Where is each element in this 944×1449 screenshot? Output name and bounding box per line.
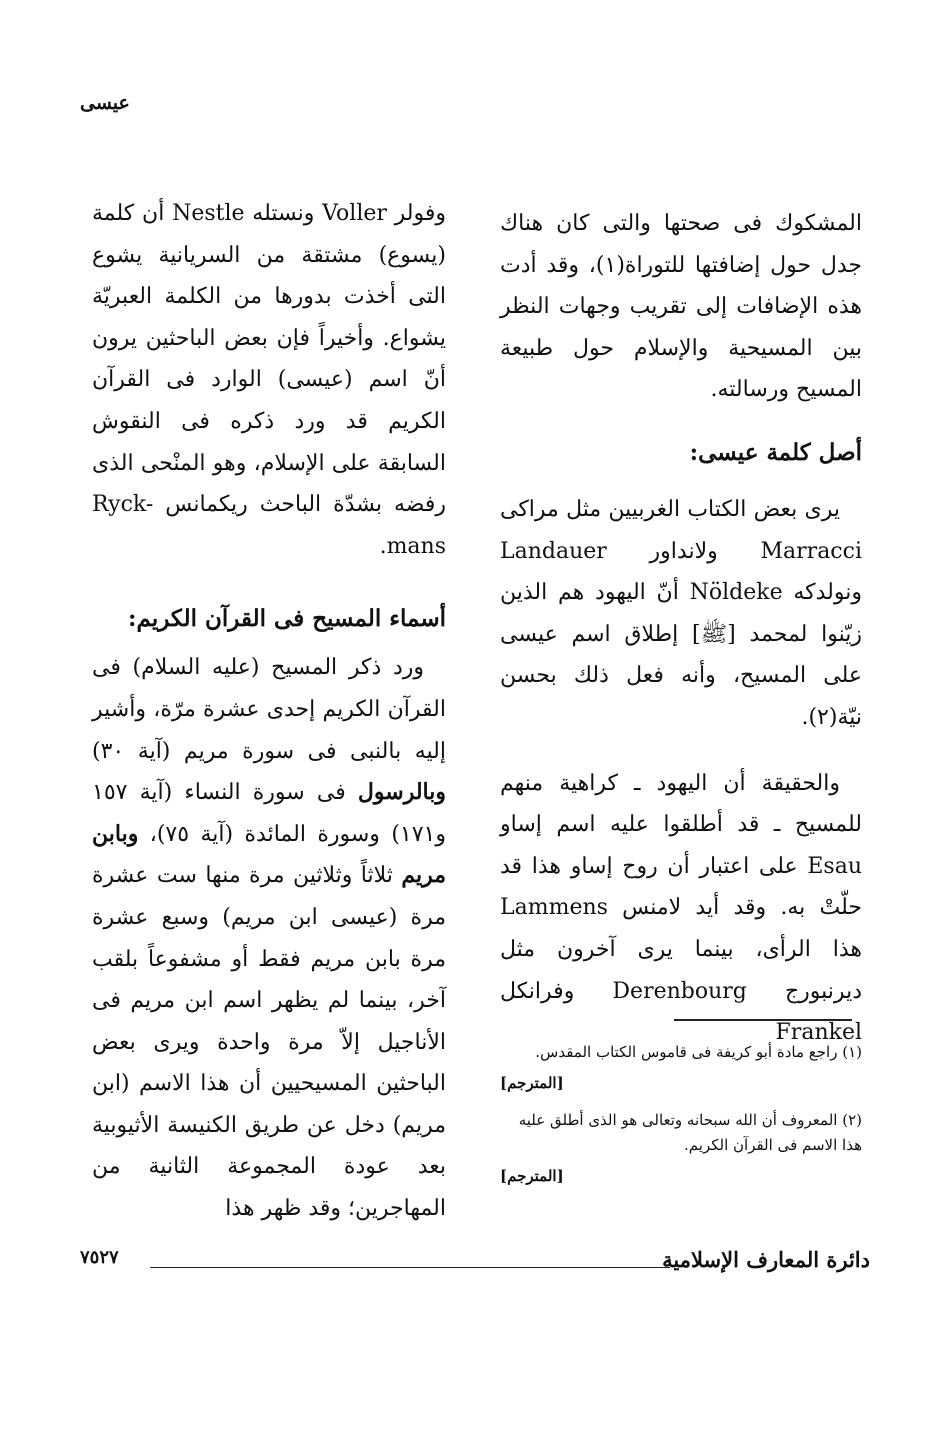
paragraph-text: ورد ذكر المسيح (عليه السلام) فى القرآن الكريم إحدى عشرة مرّة، وأشير إليه بالنبى فى سورة مريم (آية ٣٠) [92, 655, 446, 764]
footnotes [500, 1040, 862, 1201]
footer-rule [150, 1267, 670, 1268]
section-heading-names: أسماء المسيح فى القرآن الكريم: [128, 605, 446, 633]
footnote-2 [500, 1108, 862, 1189]
right-paragraph-2: يرى بعض الكتاب الغربيين مثل مراكى Marracci ولانداور Landauer ونولدكه Nöldeke أنّ اليهود هم الذين زيّنوا لمحمد [ﷺ] إطلاق اسم عيسى على المسيح، وأنه فعل ذلك بحسن نيّة(٢). [500, 496, 862, 730]
footnote-1 [500, 1040, 862, 1096]
paragraph-text: ثلاثاً وثلاثين مرة منها ست عشرة مرة (عيسى ابن مريم) وسبع عشرة مرة بابن مريم فقط أو مشفوعاً بلقب آخر، بينما لم يظهر اسم ابن مريم فى الأناجيل إلاّ مرة واحدة ويرى بعض الباحثين المسيحيين أن هذا الاسم (ابن مريم) دخل عن طريق الكنيسة الأثيوبية بعد عودة المجموعة الثانية من المهاجرين؛ وقد ظهر هذا [92, 863, 446, 1222]
right-paragraph-1: المشكوك فى صحتها والتى كان هناك جدل حول إضافتها للتوراة(١)، وقد أدت هذه الإضافات إلى تقريب وجهات النظر بين المسيحية والإسلام حول طبيعة المسيح ورسالته. [500, 211, 862, 403]
left-paragraph-2 [92, 647, 446, 1229]
left-column [92, 193, 446, 1230]
footnote-2-text: (٢) المعروف أن الله سبحانه وتعالى هو الذى أطلق عليه هذا الاسم فى القرآن الكريم. [518, 1111, 862, 1154]
footer-title: دائرة المعارف الإسلامية [662, 1247, 870, 1272]
running-head: عيسى [80, 92, 130, 114]
bold-term-rasul: وبالرسول [357, 779, 446, 806]
section-heading-origin: أصل كلمة عيسى: [689, 438, 862, 466]
right-paragraph-3: والحقيقة أن اليهود ـ كراهية منهم للمسيح ـ قد أطلقوا عليه اسم إساو Esau على اعتبار أن روح إساو هذا قد حلّتْ به. وقد أيد لامنس Lammens هذا الرأى، بينما يرى آخرون مثل ديرنبورج Derenbourg وفرانكل Frankel [500, 770, 862, 1046]
right-column [500, 203, 862, 1054]
left-paragraph-1: وفولر Voller ونستله Nestle أن كلمة (يسوع) مشتقة من السريانية يشوع التى أخذت بدورها من الكلمة العبريّة يشواع. وأخيراً فإن بعض الباحثين يرون أنّ اسم (عيسى) الوارد فى القرآن الكريم قد ورد ذكره فى النقوش السابقة على الإسلام، وهو المنْحى الذى رفضه بشدّة الباحث ريكمانس Ryck-mans. [92, 201, 447, 559]
bold-term-ibn-maryam: وبابن مريم [92, 820, 446, 889]
page-footer [80, 1247, 870, 1287]
footnote-1-text: (١) راجع مادة أبو كريفة فى قاموس الكتاب المقدس. [535, 1043, 862, 1061]
footnote-2-tag: [المترجم] [500, 1167, 564, 1185]
page-number: ٧٥٢٧ [80, 1247, 119, 1268]
paragraph-text: فى سورة النساء (آية ١٥٧ و١٧١) وسورة المائدة (آية ٧٥)، [92, 780, 446, 847]
footnote-divider [674, 1019, 852, 1021]
footnote-1-tag: [المترجم] [500, 1074, 564, 1092]
